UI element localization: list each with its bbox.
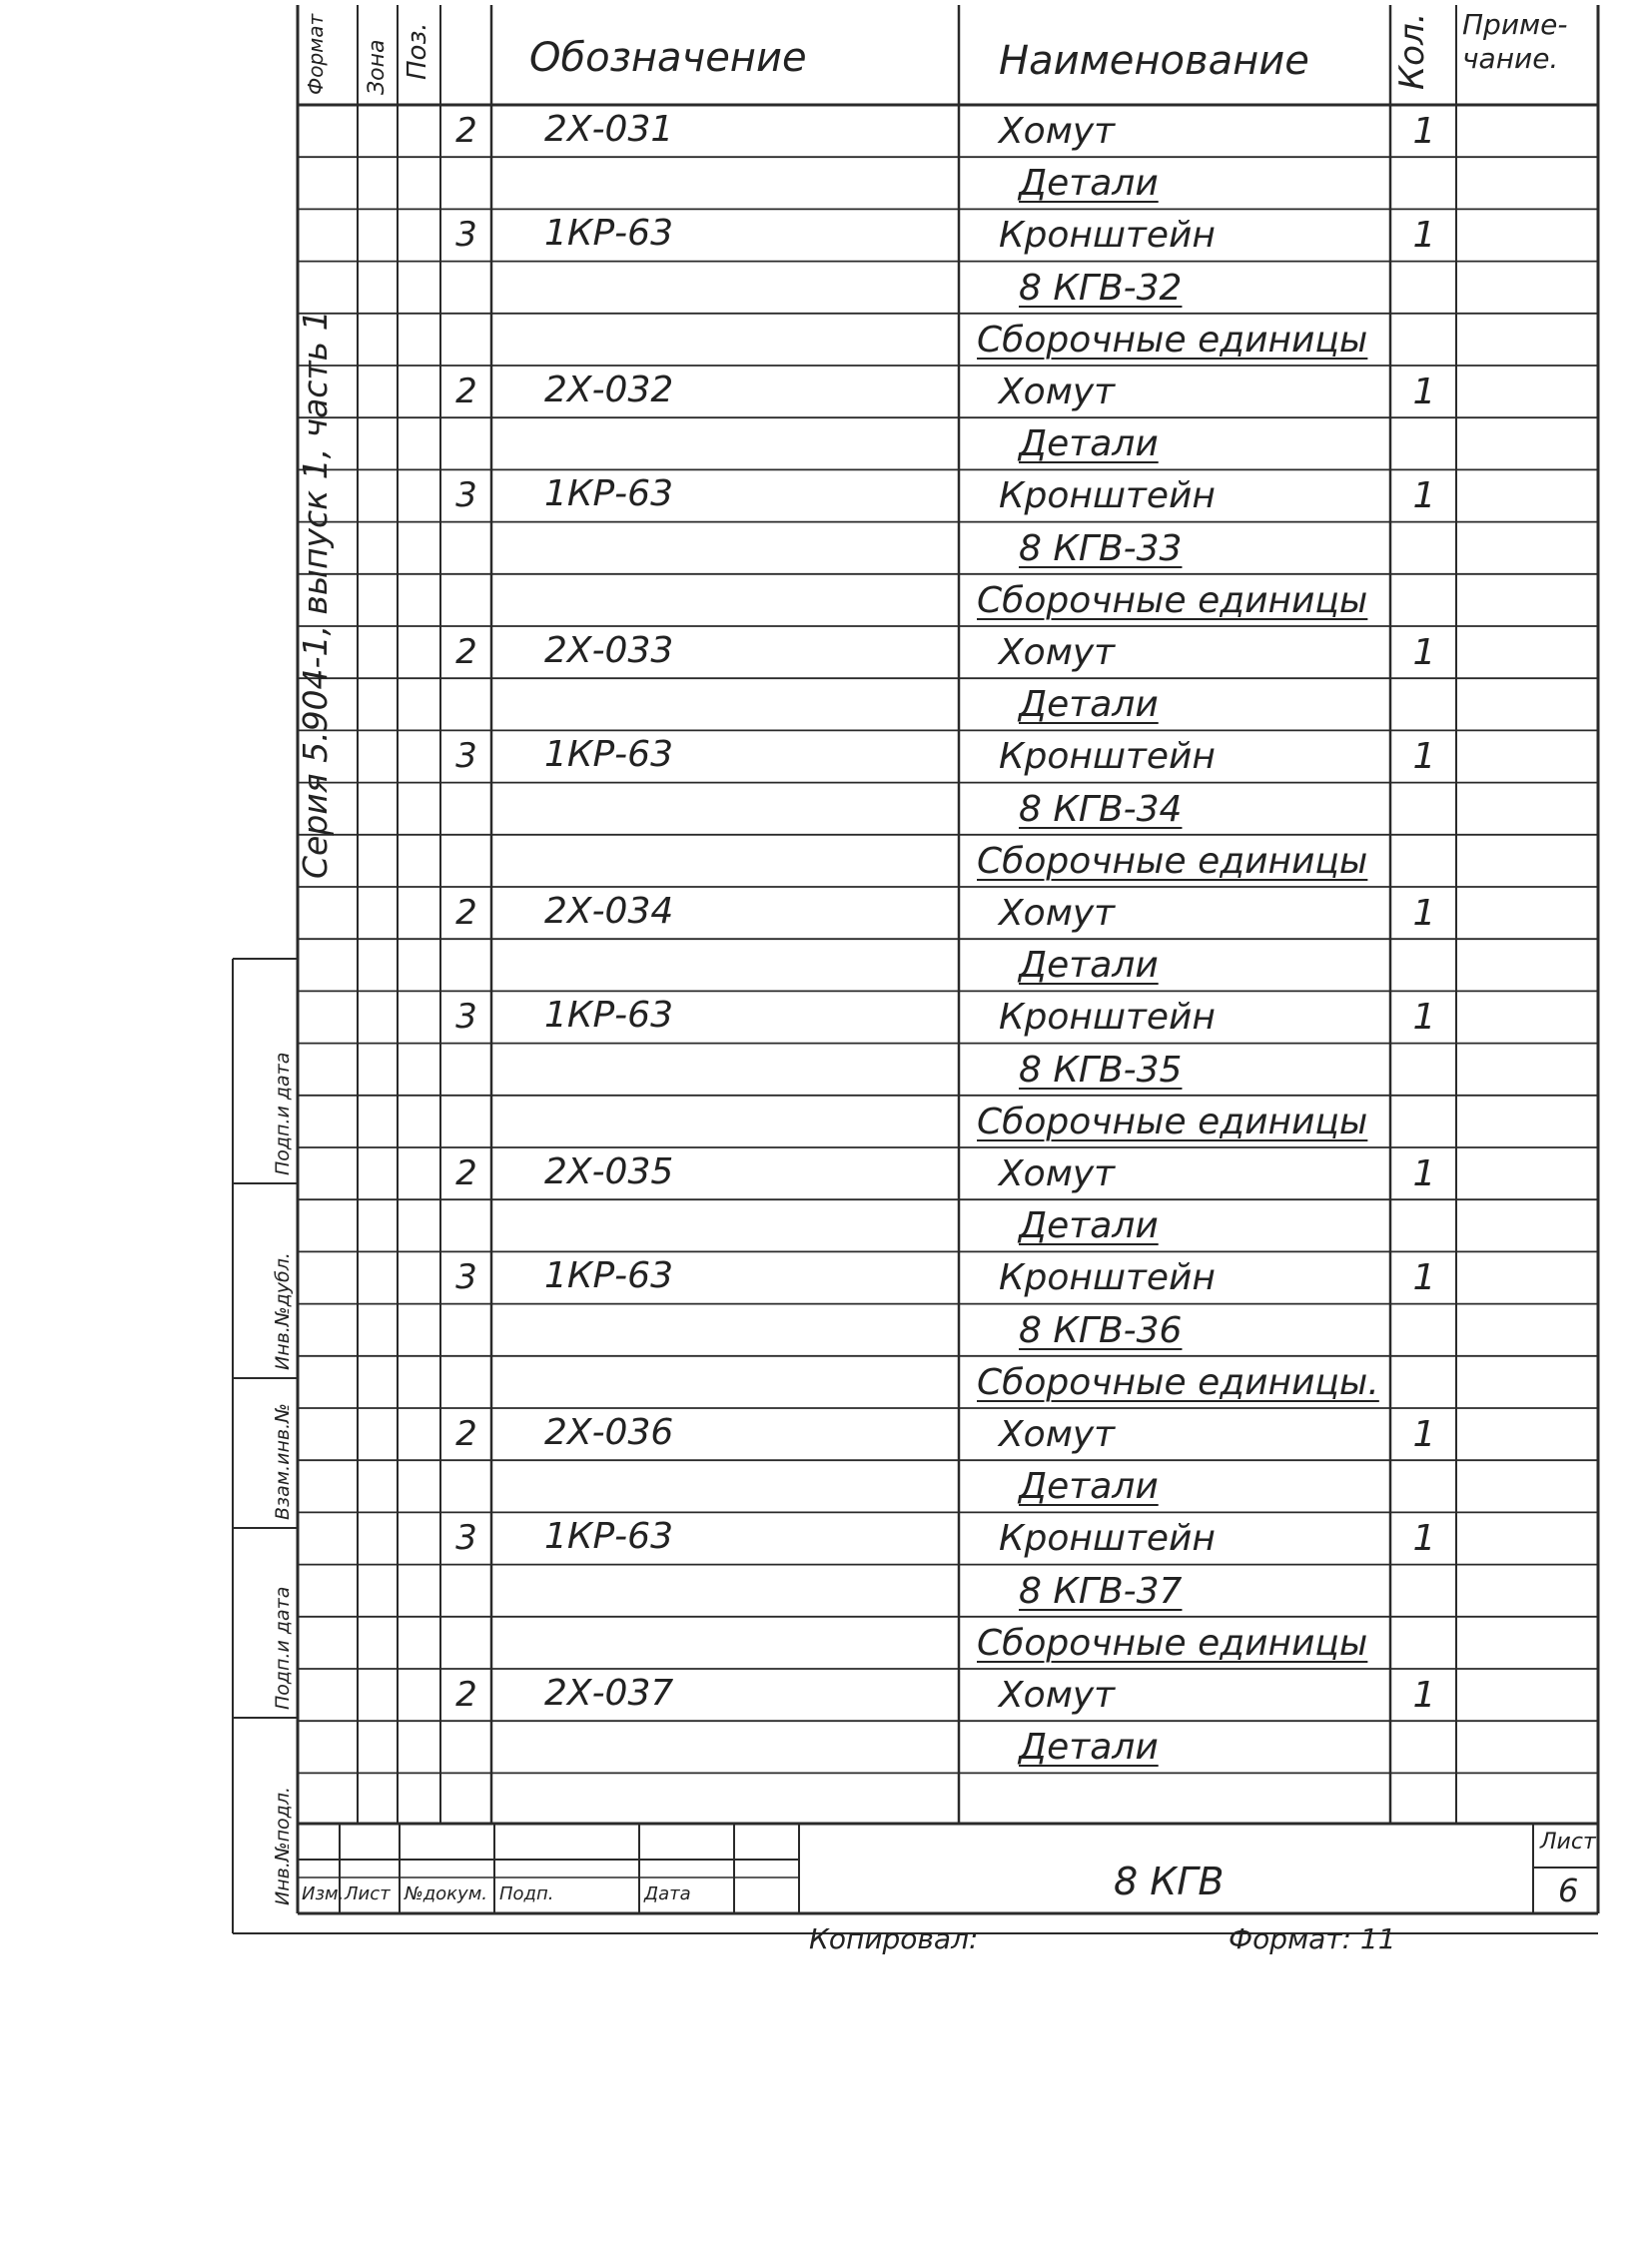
table-row (0, 1304, 1652, 1356)
row-name: Кронштейн (999, 475, 1216, 517)
row-qty: 1 (1412, 1675, 1436, 1716)
row-name: 8 КГВ-34 (1019, 788, 1183, 830)
table-row (0, 105, 1652, 157)
row-designation: 1КР-63 (544, 995, 673, 1037)
row-name: Кронштейн (999, 997, 1216, 1039)
row-name: Кронштейн (999, 736, 1216, 778)
table-row (0, 157, 1652, 209)
row-name: Хомут (999, 372, 1116, 412)
row-name: 8 КГВ-33 (1019, 527, 1183, 569)
title-block-label: Изм. (302, 1883, 345, 1904)
table-row (0, 1565, 1652, 1617)
row-name: Детали (1019, 1727, 1159, 1769)
row-designation: 2Х-031 (544, 109, 674, 150)
row-name: Хомут (999, 111, 1116, 152)
row-pos: 3 (455, 215, 477, 256)
title-block-label: №докум. (405, 1883, 488, 1904)
header-pos: Поз. (403, 22, 432, 80)
row-name: Детали (1019, 163, 1159, 205)
row-pos: 3 (455, 736, 477, 777)
row-qty: 1 (1412, 215, 1436, 257)
copied-by: Копировал: (809, 1922, 979, 1955)
row-qty: 1 (1412, 997, 1436, 1039)
row-qty: 1 (1412, 736, 1436, 778)
row-qty: 1 (1412, 475, 1436, 517)
title-block-label: Лист (345, 1883, 391, 1904)
row-pos: 3 (455, 1518, 477, 1559)
table-row (0, 366, 1652, 417)
row-designation: 2Х-035 (544, 1151, 674, 1192)
format-note: Формат: 11 (1229, 1922, 1396, 1955)
row-pos: 2 (455, 1153, 477, 1193)
row-name: Хомут (999, 1153, 1116, 1194)
table-row (0, 262, 1652, 314)
row-designation: 2Х-036 (544, 1412, 674, 1453)
table-row (0, 835, 1652, 887)
row-name: Сборочные единицы. (977, 1361, 1379, 1403)
row-name: Кронштейн (999, 1257, 1216, 1299)
row-name: Хомут (999, 1414, 1116, 1455)
row-pos: 2 (455, 1675, 477, 1715)
row-qty: 1 (1412, 893, 1436, 934)
side-stamp-label: Взам.инв.№ (272, 1403, 294, 1520)
row-qty: 1 (1412, 1518, 1436, 1560)
row-designation: 1КР-63 (544, 1255, 673, 1297)
table-row (0, 1147, 1652, 1199)
table-row (0, 1044, 1652, 1096)
row-qty: 1 (1412, 632, 1436, 673)
row-pos: 3 (455, 997, 477, 1038)
row-name: 8 КГВ-36 (1019, 1309, 1183, 1351)
row-pos: 2 (455, 632, 477, 672)
sheet-label: Лист (1540, 1830, 1596, 1855)
side-stamp-label: Инв.№дубл. (272, 1252, 294, 1370)
row-pos: 2 (455, 1414, 477, 1454)
row-qty: 1 (1412, 1153, 1436, 1194)
row-pos: 2 (455, 111, 477, 151)
row-pos: 3 (455, 1257, 477, 1298)
table-row (0, 1096, 1652, 1147)
table-row (0, 626, 1652, 678)
row-name: Сборочные единицы (977, 1101, 1368, 1142)
table-row (0, 1356, 1652, 1408)
row-name: Детали (1019, 684, 1159, 726)
row-designation: 1КР-63 (544, 213, 673, 255)
table-row (0, 574, 1652, 626)
table-row (0, 1617, 1652, 1669)
table-row (0, 991, 1652, 1043)
row-name: Детали (1019, 1205, 1159, 1247)
header-name: Наименование (999, 38, 1309, 84)
row-name: Детали (1019, 945, 1159, 987)
table-row (0, 1721, 1652, 1773)
row-name: Детали (1019, 423, 1159, 465)
row-name: Сборочные единицы (977, 319, 1368, 361)
table-row (0, 1251, 1652, 1303)
row-name: 8 КГВ-37 (1019, 1570, 1183, 1612)
header-format: Формат (304, 13, 328, 95)
row-pos: 2 (455, 893, 477, 933)
side-stamp-label: Инв.№подл. (272, 1786, 294, 1905)
table-row (0, 1199, 1652, 1251)
table-row (0, 1669, 1652, 1721)
side-series: Серия 5.904-1, выпуск 1, часть 1 (296, 310, 335, 879)
row-designation: 2Х-034 (544, 891, 674, 932)
title-block-label: Подп. (499, 1883, 554, 1904)
table-row (0, 939, 1652, 991)
side-stamp-label: Подп.и дата (272, 1052, 294, 1175)
header-zone: Зона (365, 39, 390, 95)
table-row (0, 314, 1652, 366)
row-name: Хомут (999, 893, 1116, 934)
row-pos: 3 (455, 475, 477, 516)
table-row (0, 417, 1652, 469)
row-qty: 1 (1412, 111, 1436, 152)
row-name: Хомут (999, 632, 1116, 673)
doc-code: 8 КГВ (1114, 1860, 1225, 1903)
side-stamp-label: Подп.и дата (272, 1586, 294, 1710)
title-block-label: Дата (644, 1883, 691, 1904)
row-name: Хомут (999, 1675, 1116, 1716)
table-row (0, 678, 1652, 730)
sheet-number: 6 (1558, 1872, 1579, 1909)
row-pos: 2 (455, 372, 477, 411)
row-designation: 2Х-032 (544, 370, 674, 410)
row-name: Сборочные единицы (977, 1622, 1368, 1664)
row-name: Кронштейн (999, 1518, 1216, 1560)
row-name: Кронштейн (999, 215, 1216, 257)
table-row (0, 522, 1652, 574)
row-designation: 1КР-63 (544, 1516, 673, 1558)
header-qty: Кол. (1392, 12, 1432, 90)
table-row (0, 730, 1652, 782)
table-row (0, 1408, 1652, 1460)
row-name: Детали (1019, 1466, 1159, 1508)
row-name: Сборочные единицы (977, 579, 1368, 621)
row-name: 8 КГВ-35 (1019, 1049, 1183, 1091)
row-designation: 2Х-033 (544, 630, 674, 671)
header-note: Приме-чание. (1462, 8, 1568, 75)
table-row (0, 1460, 1652, 1512)
table-row (0, 209, 1652, 261)
row-name: Сборочные единицы (977, 840, 1368, 882)
table-row (0, 469, 1652, 521)
table-row (0, 1512, 1652, 1564)
header-designation: Обозначение (529, 35, 807, 81)
row-designation: 2Х-037 (544, 1673, 674, 1714)
row-designation: 1КР-63 (544, 734, 673, 776)
row-designation: 1КР-63 (544, 473, 673, 515)
row-qty: 1 (1412, 1414, 1436, 1455)
row-qty: 1 (1412, 372, 1436, 412)
table-row (0, 887, 1652, 939)
row-name: 8 КГВ-32 (1019, 267, 1183, 309)
table-row (0, 783, 1652, 835)
row-qty: 1 (1412, 1257, 1436, 1299)
